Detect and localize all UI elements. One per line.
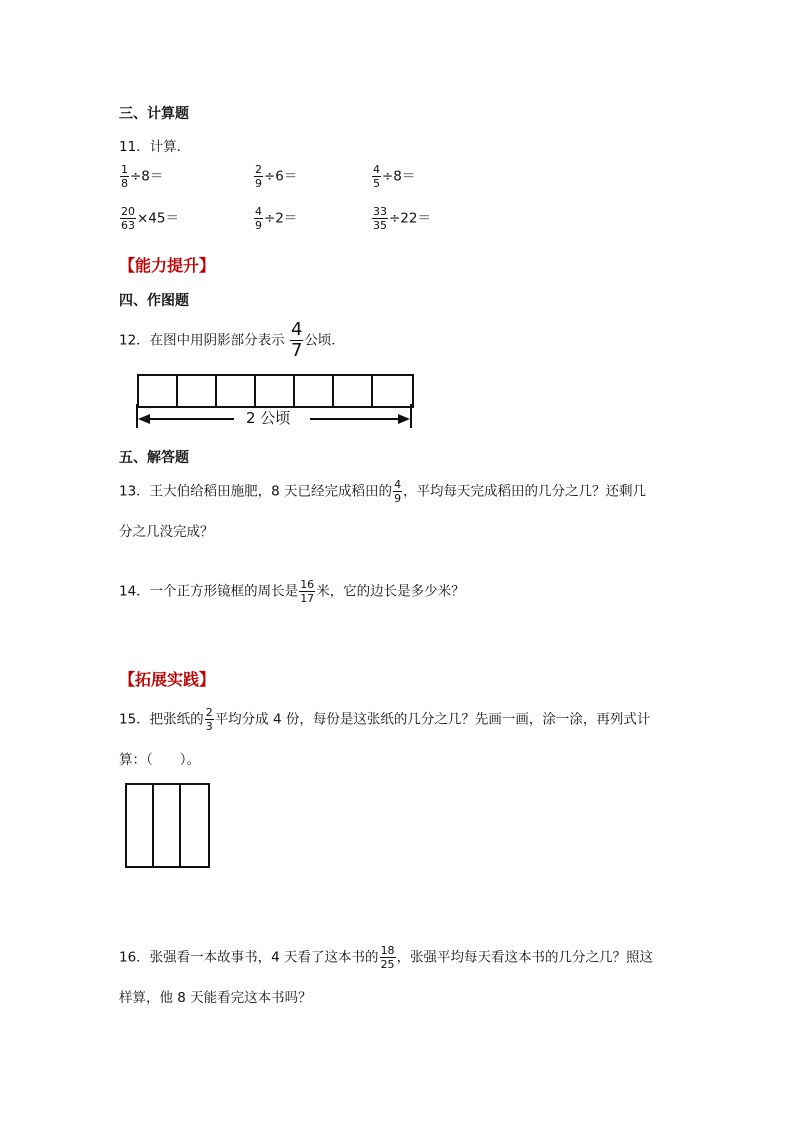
paper-cell[interactable] bbox=[127, 785, 154, 866]
frac-den: 9 bbox=[255, 219, 262, 232]
problem-op: ÷8＝ bbox=[130, 168, 164, 185]
q14-text: 14．一个正方形镜框的周长是 bbox=[119, 583, 299, 600]
heading-expand: 【拓展实践】 bbox=[119, 670, 216, 689]
question-15-line2: 算：（ ）。 bbox=[119, 752, 200, 768]
question-16-line2: 样算，他 8 天能看完这本书吗？ bbox=[119, 990, 312, 1006]
question-11: 11．计算． bbox=[119, 139, 191, 155]
problem-op: ÷22＝ bbox=[389, 210, 431, 227]
question-14 bbox=[119, 578, 465, 605]
question-13-line2: 分之几没完成？ bbox=[119, 524, 214, 540]
frac-num: 18 bbox=[380, 944, 395, 957]
frac-den: 5 bbox=[373, 177, 380, 190]
frac-den: 35 bbox=[373, 219, 387, 232]
frac-den: 17 bbox=[300, 592, 315, 605]
frac-den: 9 bbox=[394, 492, 402, 505]
q15-text-2: 平均分成 4 份，每份是这张纸的几分之几？先画一画，涂一涂，再列式计 bbox=[214, 711, 651, 728]
q16-text-2: ，张强平均每天看这本书的几分之几？照这 bbox=[396, 949, 654, 966]
problem-op: ÷8＝ bbox=[382, 168, 416, 185]
bar-cell[interactable] bbox=[256, 376, 295, 406]
frac-den: 7 bbox=[290, 340, 303, 361]
problem-op: ÷2＝ bbox=[264, 210, 298, 227]
frac-den: 3 bbox=[205, 720, 213, 733]
frac-num: 20 bbox=[121, 205, 135, 218]
hectare-bar bbox=[137, 374, 414, 408]
heading-ability: 【能力提升】 bbox=[119, 256, 216, 275]
q12-text: 12．在图中用阴影部分表示 bbox=[119, 332, 285, 349]
section-title-drawing: 四、作图题 bbox=[119, 293, 189, 309]
frac-num: 1 bbox=[121, 163, 128, 176]
question-12 bbox=[119, 320, 345, 361]
problem-4 bbox=[119, 205, 179, 232]
q12-unit: 公顷． bbox=[304, 332, 345, 349]
section-title-answers: 五、解答题 bbox=[119, 450, 189, 466]
frac-num: 4 bbox=[394, 478, 402, 491]
q13-text-2: ，平均每天完成稻田的几分之几？还剩几 bbox=[403, 483, 647, 500]
bar-cell[interactable] bbox=[139, 376, 178, 406]
frac-num: 4 bbox=[373, 163, 380, 176]
problem-op: ÷6＝ bbox=[264, 168, 298, 185]
section-title-calculation: 三、计算题 bbox=[119, 106, 189, 122]
paper-cell[interactable] bbox=[154, 785, 181, 866]
frac-num: 16 bbox=[300, 578, 315, 591]
problem-1 bbox=[119, 163, 163, 190]
bar-cell[interactable] bbox=[295, 376, 334, 406]
frac-num: 4 bbox=[290, 319, 303, 340]
bar-cell[interactable] bbox=[178, 376, 217, 406]
frac-num: 4 bbox=[255, 205, 262, 218]
bar-cell[interactable] bbox=[217, 376, 256, 406]
paper-rectangle bbox=[125, 783, 210, 868]
problem-op: ×45＝ bbox=[137, 210, 179, 227]
frac-den: 9 bbox=[255, 177, 262, 190]
q13-text: 13．王大伯给稻田施肥，8 天已经完成稻田的 bbox=[119, 483, 393, 500]
frac-num: 2 bbox=[255, 163, 262, 176]
problem-3 bbox=[371, 163, 415, 190]
paper-cell[interactable] bbox=[181, 785, 208, 866]
frac-num: 33 bbox=[373, 205, 387, 218]
question-13 bbox=[119, 478, 646, 505]
bar-cell[interactable] bbox=[334, 376, 373, 406]
question-15 bbox=[119, 706, 650, 733]
q15-text: 15．把张纸的 bbox=[119, 711, 204, 728]
frac-den: 63 bbox=[121, 219, 135, 232]
problem-6 bbox=[371, 205, 431, 232]
frac-den: 8 bbox=[121, 177, 128, 190]
bar-cell[interactable] bbox=[373, 376, 412, 406]
question-16 bbox=[119, 944, 653, 971]
problem-5 bbox=[253, 205, 297, 232]
bar-label: 2 公顷 bbox=[246, 409, 291, 427]
frac-den: 25 bbox=[380, 958, 395, 971]
q14-text-2: 米，它的边长是多少米？ bbox=[316, 583, 465, 600]
q16-text: 16．张强看一本故事书，4 天看了这本书的 bbox=[119, 949, 379, 966]
problem-2 bbox=[253, 163, 297, 190]
frac-num: 2 bbox=[205, 706, 213, 719]
